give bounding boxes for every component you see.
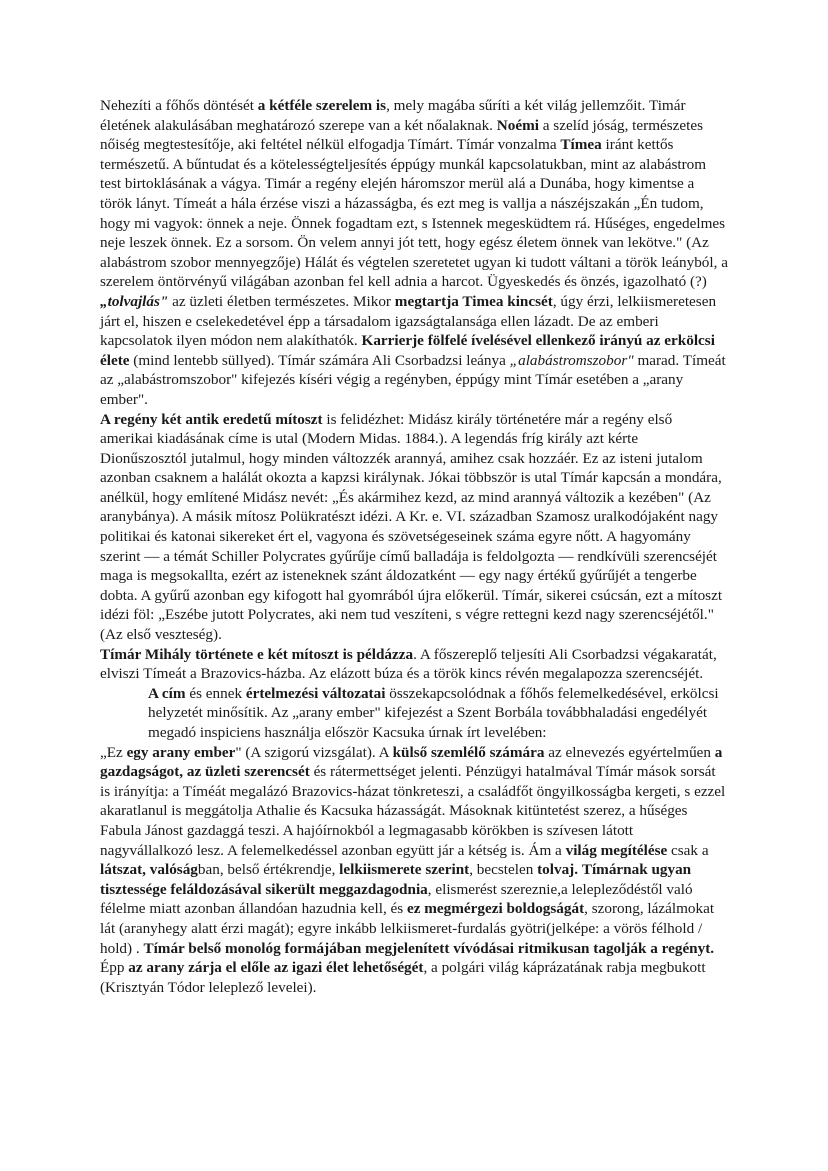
emphasized-text: Tímár Mihály története e két mítoszt is példázza: [100, 645, 414, 663]
text-run: (mind lentebb süllyed). Tímár számára Ali Csorbadzsi leánya: [129, 351, 510, 369]
text-run: Épp: [100, 959, 129, 977]
text-run: az üzleti életben természetes. Mikor: [168, 292, 395, 310]
body-paragraph: [100, 743, 728, 998]
emphasized-text: lelkiismerete szerint: [339, 861, 470, 879]
text-run: a szelíd jóság, természetes nőiség megtestesítője, aki feltétel nélkül elfogadja Tímárt. Tímár vonzalma: [100, 116, 704, 154]
body-paragraph: [100, 96, 728, 410]
emphasized-text: „tolvajlás": [100, 292, 169, 310]
emphasized-text: Tímea: [560, 136, 602, 154]
body-paragraph: [100, 410, 728, 645]
emphasized-text: az arany zárja el előle az igazi élet lehetőségét: [128, 959, 424, 977]
text-run: iránt kettős természetű. A bűntudat és a kötelességteljesítés éppúgy munkál kapcsolatukban, mint az alabástrom test birtoklásának a vágya. Timár a regény elején háromszor merül alá a Dunába, hogy kimentse a török lányt. Tímeát a hála érzése viszi a házasságba, és ezt meg is vallja a nászéjszakán „Én tudom, hogy mi vagyok: önnek a neje. Önnek fogadtam ezt, s Istennek megesküdtem rá. Hűséges, engedelmes neje leszek önnek. Ez a sorsom. Ön velem annyi jót tett, hogy egész életem önnek van lekötve." (Az alabástrom szobor mennyegzője) Hálát és végtelen szeretetet ugyan ki tudott váltani a török leányból, a szerelem öntörvényű világában azonban fel kell adnia a harcot. Ügyeskedés és önzés, igazolható (?): [100, 136, 728, 291]
emphasized-text: a kétféle szerelem is: [257, 97, 387, 114]
text-run: . A főszereplő teljesíti Ali Csorbadzsi végakaratát, elviszi Tímeát a Brazovics-házba. Az elázott búza és a török kincs révén megalapozza szerencséjét.: [100, 645, 717, 683]
text-run: csak a: [667, 841, 709, 859]
emphasized-text: Karrierje fölfelé ívelésével ellenkező irányú az erkölcsi élete: [100, 332, 715, 369]
text-run: összekapcsolódnak a főhős felemelkedésével, erkölcsi helyzetét minősítik. Az „arany ember" kifejezést a Szent Borbála továbbhaladási engedélyét megadó inspiciens használja először Kacsuka úrnak írt levelében:: [148, 684, 719, 741]
emphasized-text: A regény két antik eredetű mítoszt: [100, 410, 323, 428]
emphasized-text: Tímárnak ugyan tisztessége feláldozásával sikerült meggazdagodnia: [100, 861, 692, 898]
italic-text: „alabástromszobor": [509, 351, 634, 369]
text-run: , elismerést szereznie,a lelepleződéstől való félelme miatt azonban állandóan hazudnia kell, és: [100, 880, 693, 918]
body-paragraph: [100, 645, 728, 684]
text-run: , úgy érzi, lelkiismeretesen járt el, hiszen e cselekedetével épp a társadalom igazságtalansága ellen lázadt. De az emberi kapcsolatok ilyen módon nem alakíthatók.: [100, 292, 717, 350]
text-run: , szorong, lázálmokat lát (aranyhegy alatt érzi magát); egyre inkább lelkiismeret-furdalás gyötri(jelképe: a vörös félhold / hold) .: [100, 900, 715, 957]
text-run: , becstelen: [469, 861, 538, 879]
text-run: " (A szigorú vizsgálat). A: [235, 743, 393, 761]
text-run: az elnevezés egyértelműen: [544, 743, 715, 761]
emphasized-text: Tímár belső monológ formájában megjelenített vívódásai ritmikusan tagolják a regényt.: [143, 939, 715, 957]
emphasized-text: valóság: [149, 861, 198, 879]
emphasized-text: Noémi: [496, 116, 539, 134]
text-run: és rátermettséget jelenti. Pénzügyi hatalmával Tímár mások sorsát is irányítja: a Tíméát megalázó Brazovics-házat tönkreteszi, a családfőt öngyilkosságba kergeti, s ezzel akaratlanul is meggátolja Athalie és Kacsuka házasságát. Másoknak kitüntetést szerez, a hűséges Fabula Jánost gazdaggá teszi. A hajóírnokból a legmagasabb körökben is szívesen látott nagyvállalkozó lesz. A felemelkedéssel azonban együtt jár a kétség is. Ám a: [100, 763, 726, 859]
text-run: , mely magába sűríti a két világ jellemzőit. Timár életének alakulásában meghatározó szerepe van a két nőalaknak.: [100, 97, 686, 134]
emphasized-text: értelmezési változatai: [245, 684, 386, 702]
emphasized-text: A cím: [148, 684, 186, 702]
text-run: , a polgári világ káprázatának rabja megbukott (Krisztyán Tódor leleplező levelei).: [100, 959, 706, 996]
emphasized-text: világ megítélése: [565, 841, 668, 859]
emphasized-text: egy arany ember: [126, 743, 236, 761]
text-run: és ennek: [185, 684, 246, 702]
text-run: „Ez: [100, 743, 127, 761]
emphasized-text: ez megmérgezi boldogságát: [407, 900, 585, 918]
text-run: Nehezíti a főhős döntését: [100, 97, 258, 114]
emphasized-text: tolvaj.: [537, 861, 579, 879]
body-paragraph: [100, 684, 728, 743]
emphasized-text: a gazdagságot, az üzleti szerencsét: [100, 743, 723, 781]
text-run: is felidézhet: Midász király történetére már a regény első amerikai kiadásának címe is utal (Modern Midas. 1884.). A legendás fríg király azt kérte Dionűszosztól jutalmul, hogy minden változzék arannyá, amihez csak hozzáér. Ez az isteni jutalom azonban csaknem a halálát okozta a kapzsi királynak. Jókai többször is utal Tímár kapcsán a mondára, anélkül, hogy említené Midász nevét: „És akármihez kezd, az mind arannyá változik a kezében" (Az aranybánya). A másik mítosz Polükratészt idézi. A Kr. e. VI. században Szamosz uralkodójaként nagy politikai és katonai sikereket ért el, vagyona és szövetségeseinek száma egyre nőtt. A hagyomány szerint — a témát Schiller Polycrates gyűrűje című balladája is feldolgozta — rendkívüli szerencséjét maga is megsokallta, ezért az isteneknek szánt áldozatként — egy nagy értékű gyűrűjét a tengerbe dobta. A gyűrű azonban egy kifogott hal gyomrából újra előkerül. Tímár, sikerei csúcsán, ezt a mítoszt idézi föl: „Eszébe jutott Polycrates, aki nem tud veszíteni, s végre rettegni kezd nagy szerencséjétől." (Az első veszteség).: [100, 410, 723, 644]
emphasized-text: megtartja Timea kincsét: [394, 292, 553, 310]
emphasized-text: külső szemlélő számára: [392, 743, 545, 761]
text-run: ban, belső értékrendje,: [197, 861, 340, 879]
text-run: marad. Tímeát az „alabástromszobor" kifejezés kíséri végig a regényben, éppúgy mint Tímár esetében a „arany ember".: [100, 351, 726, 408]
emphasized-text: látszat,: [100, 861, 146, 879]
